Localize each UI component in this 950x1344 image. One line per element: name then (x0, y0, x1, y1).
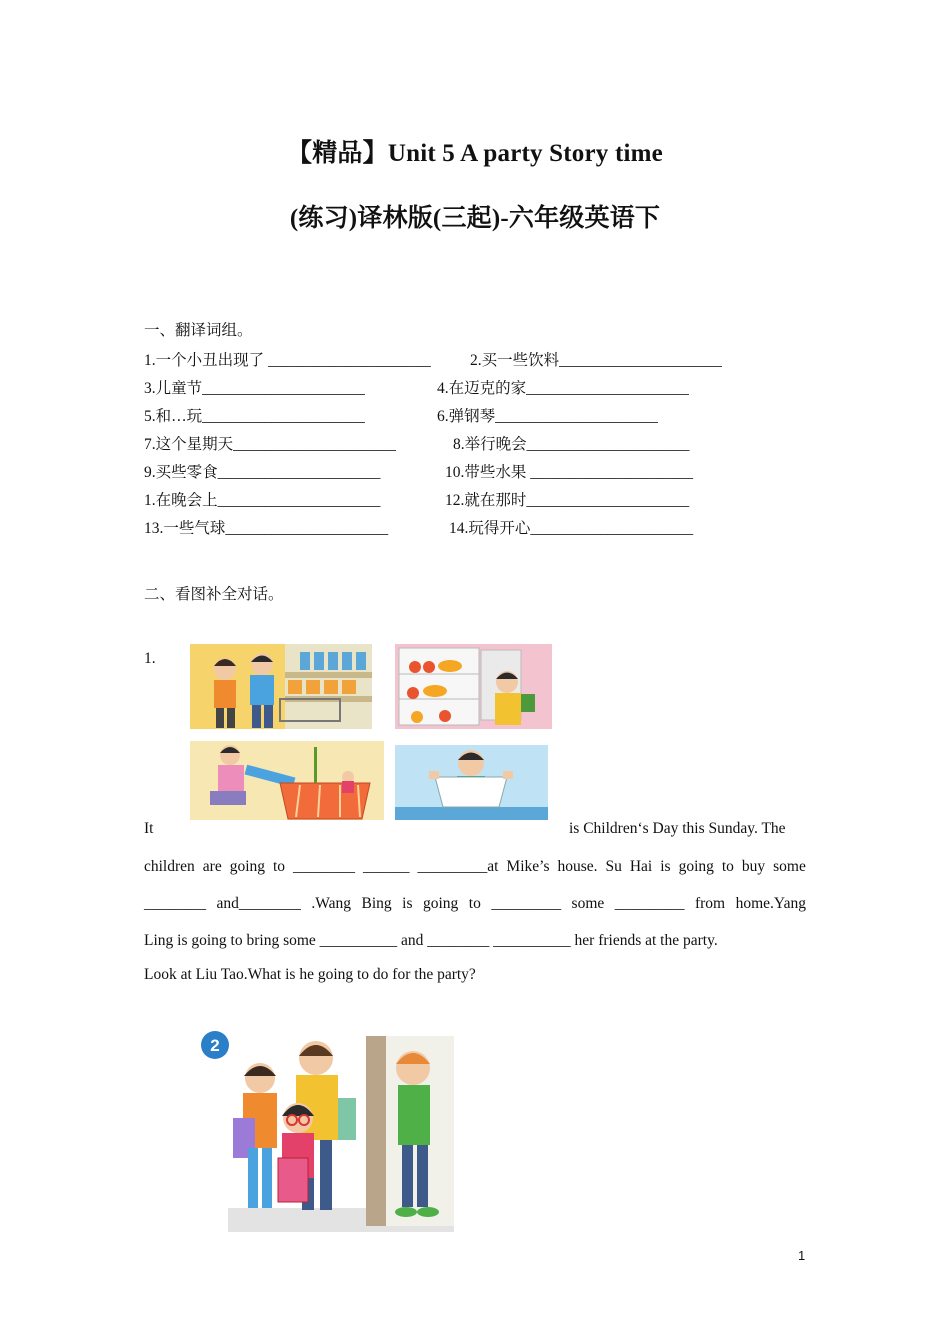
passage-word: buy (741, 858, 766, 875)
badge-number: 2 (210, 1036, 220, 1055)
answer-blank[interactable]: and________ (216, 895, 301, 912)
vocab-item: 2.买一些饮料_____________________ (470, 352, 722, 369)
passage-line: Ling is going to bring some __________ and ________ __________ her friends at the party. (144, 932, 718, 949)
vocab-item: 4.在迈克的家_____________________ (437, 380, 689, 397)
passage-word: is Children‘s Day this Sunday. The (569, 820, 786, 837)
passage-word: going (422, 895, 459, 912)
vocab-row (144, 404, 824, 428)
vocab-item: 10.带些水果 _____________________ (445, 464, 694, 481)
vocab-item: 5.和…玩_____________________ (144, 408, 365, 425)
vocab-item: 3.儿童节_____________________ (144, 380, 365, 397)
page-title: 【精品】Unit 5 A party Story time (287, 140, 663, 167)
page-number: 1 (798, 1248, 806, 1263)
boy-illustration (395, 745, 548, 820)
vocab-row (144, 488, 824, 512)
vocab-item: 12.就在那时_____________________ (445, 492, 690, 509)
passage-line (144, 858, 806, 876)
vocab-row (144, 376, 824, 400)
passage-word: is (660, 858, 671, 875)
vocab-item: 6.弹钢琴_____________________ (437, 408, 658, 425)
passage-word: going (229, 858, 265, 875)
vocab-row (144, 432, 824, 456)
passage-word: to (721, 858, 734, 875)
answer-blank[interactable]: ________ (144, 895, 206, 912)
vocab-row (144, 460, 824, 484)
fridge-illustration (395, 644, 552, 729)
vocab-row (144, 516, 824, 540)
passage-word: house. (557, 858, 598, 875)
passage-word: children (144, 858, 195, 875)
answer-blank[interactable]: ________ (293, 858, 356, 875)
party-door-illustration (198, 1028, 454, 1232)
section2-heading: 二、看图补全对话。 (144, 586, 284, 603)
passage-word: is (402, 895, 413, 912)
vocab-item: 14.玩得开心_____________________ (449, 520, 694, 537)
vocab-item: 1.在晚会上_____________________ (144, 492, 381, 509)
basket-illustration (190, 741, 384, 820)
passage-word: Hai (629, 858, 653, 875)
passage-word: Mike’s (506, 858, 550, 875)
passage-word: some (773, 858, 806, 875)
page-subtitle: (练习)译林版(三起)-六年级英语下 (289, 205, 661, 232)
passage-word: to (272, 858, 286, 875)
passage-word: .Wang (311, 895, 352, 912)
vocab-row (144, 348, 824, 372)
passage-word: It (144, 820, 154, 837)
section1-heading: 一、翻译词组。 (144, 322, 253, 339)
vocab-item: 9.买些零食_____________________ (144, 464, 381, 481)
passage-line: Look at Liu Tao.What is he going to do for the party? (144, 966, 476, 983)
passage-word: are (202, 858, 222, 875)
vocab-item: 8.举行晚会_____________________ (453, 436, 690, 453)
passage-word: home.Yang (735, 895, 806, 912)
vocab-item: 13.一些气球_____________________ (144, 520, 389, 537)
shopping-illustration (190, 644, 372, 729)
passage-word: to (468, 895, 481, 912)
answer-blank[interactable]: _________ (614, 895, 685, 912)
answer-blank[interactable]: _________ (491, 895, 562, 912)
passage-line (144, 895, 806, 913)
item-number: 1. (144, 650, 156, 667)
answer-blank[interactable]: ______ (363, 858, 410, 875)
vocab-item: 7.这个星期天_____________________ (144, 436, 396, 453)
answer-blank[interactable]: _________at (417, 858, 499, 875)
passage-word: Bing (361, 895, 392, 912)
vocab-item: 1.一个小丑出现了 _____________________ (144, 352, 431, 369)
passage-word: Su (605, 858, 622, 875)
passage-line (144, 820, 806, 838)
passage-word: from (694, 895, 726, 912)
passage-word: some (571, 895, 605, 912)
passage-word: going (678, 858, 714, 875)
